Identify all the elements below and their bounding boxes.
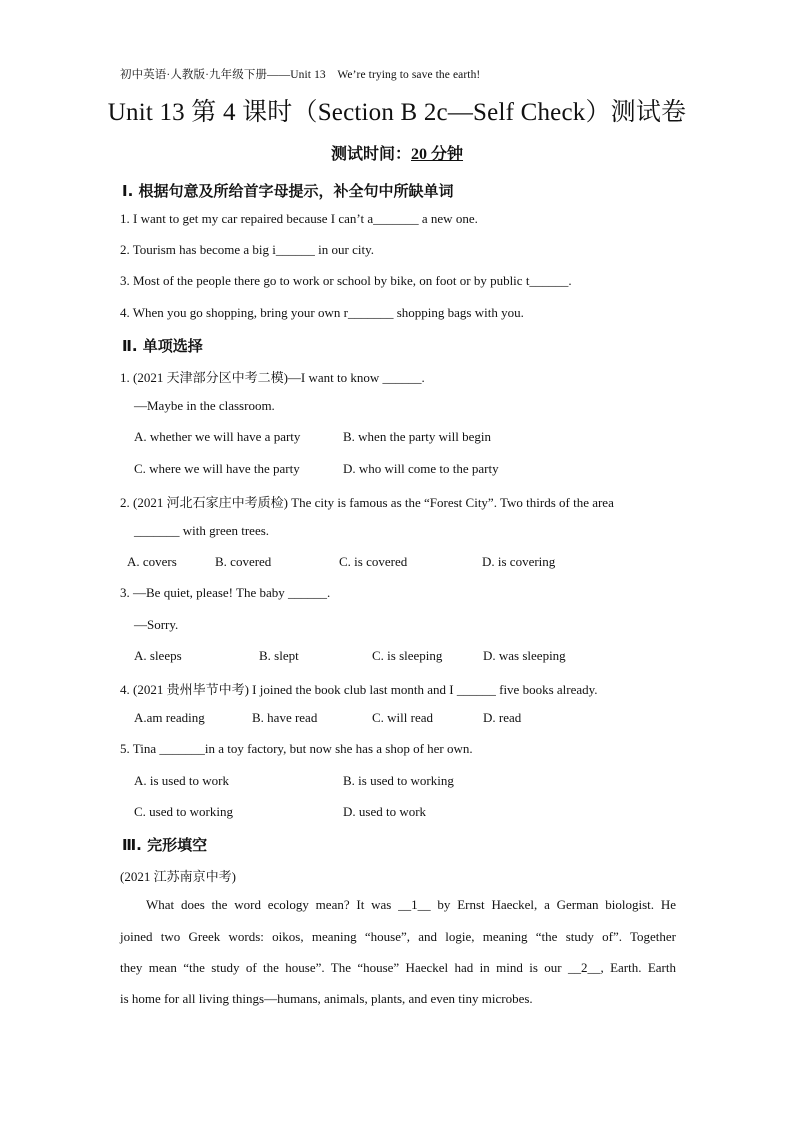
test-time-value: 20 分钟 — [411, 146, 464, 163]
section-1-heading: Ⅰ. 根据句意及所给首字母提示，补全句中所缺单词 — [122, 182, 454, 200]
mc-question-3-option-c: C. is sleeping — [372, 648, 443, 663]
mc-question-1-stem: 1. (2021 天津部分区中考二模)—I want to know ______. — [120, 370, 425, 385]
question-1-3: 3. Most of the people there go to work or school by bike, on foot or by public t______. — [120, 273, 572, 288]
mc-question-2-option-a: A. covers — [127, 554, 177, 569]
mc-question-5-option-b: B. is used to working — [343, 773, 454, 788]
mc-question-3-option-a: A. sleeps — [134, 648, 182, 663]
cloze-line-4: is home for all living things—humans, animals, plants, and even tiny microbes. — [120, 991, 533, 1006]
mc-question-2-option-d: D. is covering — [482, 554, 556, 569]
mc-question-1-option-a: A. whether we will have a party — [134, 429, 301, 444]
mc-question-5-option-d: D. used to work — [343, 804, 427, 819]
cloze-line-2: joined two Greek words: oikos, meaning “house”, and logie, meaning “the study of”. Together — [120, 929, 676, 944]
mc-question-2-option-b: B. covered — [215, 554, 272, 569]
mc-question-5-option-c: C. used to working — [134, 804, 233, 819]
cloze-line-3: they mean “the study of the house”. The “house” Haeckel had in mind is our __2__, Earth. Earth — [120, 960, 676, 975]
mc-question-2-stem-cont: _______ with green trees. — [134, 523, 270, 538]
mc-question-1-option-c: C. where we will have the party — [134, 461, 300, 476]
mc-question-4-option-c: C. will read — [372, 710, 434, 725]
mc-question-5-stem: 5. Tina _______in a toy factory, but now she has a shop of her own. — [120, 741, 473, 756]
cloze-line-1: What does the word ecology mean? It was __1__ by Ernst Haeckel, a German biologist. He — [146, 897, 676, 912]
question-1-4: 4. When you go shopping, bring your own r_______ shopping bags with you. — [120, 305, 524, 320]
page-header: 初中英语·人教版·九年级下册——Unit 13 We’re trying to save the earth! — [120, 69, 481, 81]
mc-question-1-option-b: B. when the party will begin — [343, 429, 492, 444]
mc-question-4-option-d: D. read — [483, 710, 522, 725]
mc-question-1-option-d: D. who will come to the party — [343, 461, 499, 476]
mc-question-4-option-b: B. have read — [252, 710, 318, 725]
test-time — [0, 141, 794, 164]
mc-question-3-reply: —Sorry. — [134, 617, 179, 632]
cloze-source: (2021 江苏南京中考) — [120, 869, 236, 884]
section-2-heading: Ⅱ. 单项选择 — [122, 337, 203, 355]
mc-question-4-stem: 4. (2021 贵州毕节中考) I joined the book club last month and I ______ five books already. — [120, 682, 598, 697]
mc-question-4-option-a: A.am reading — [134, 710, 205, 725]
question-1-2: 2. Tourism has become a big i______ in our city. — [120, 242, 374, 257]
mc-question-2-option-c: C. is covered — [339, 554, 408, 569]
section-3-heading: Ⅲ. 完形填空 — [122, 836, 208, 854]
question-1-1: 1. I want to get my car repaired because I can’t a_______ a new one. — [120, 211, 478, 226]
mc-question-5-option-a: A. is used to work — [134, 773, 229, 788]
mc-question-3-option-b: B. slept — [259, 648, 299, 663]
test-time-label: 测试时间： — [330, 146, 411, 163]
mc-question-3-option-d: D. was sleeping — [483, 648, 566, 663]
mc-question-2-stem: 2. (2021 河北石家庄中考质检) The city is famous as the “Forest City”. Two thirds of the area — [120, 495, 614, 510]
mc-question-1-reply: —Maybe in the classroom. — [134, 398, 275, 413]
mc-question-3-stem: 3. —Be quiet, please! The baby ______. — [120, 585, 331, 600]
page-title: Unit 13 第 4 课时（Section B 2c—Self Check）测试卷 — [107, 99, 687, 126]
